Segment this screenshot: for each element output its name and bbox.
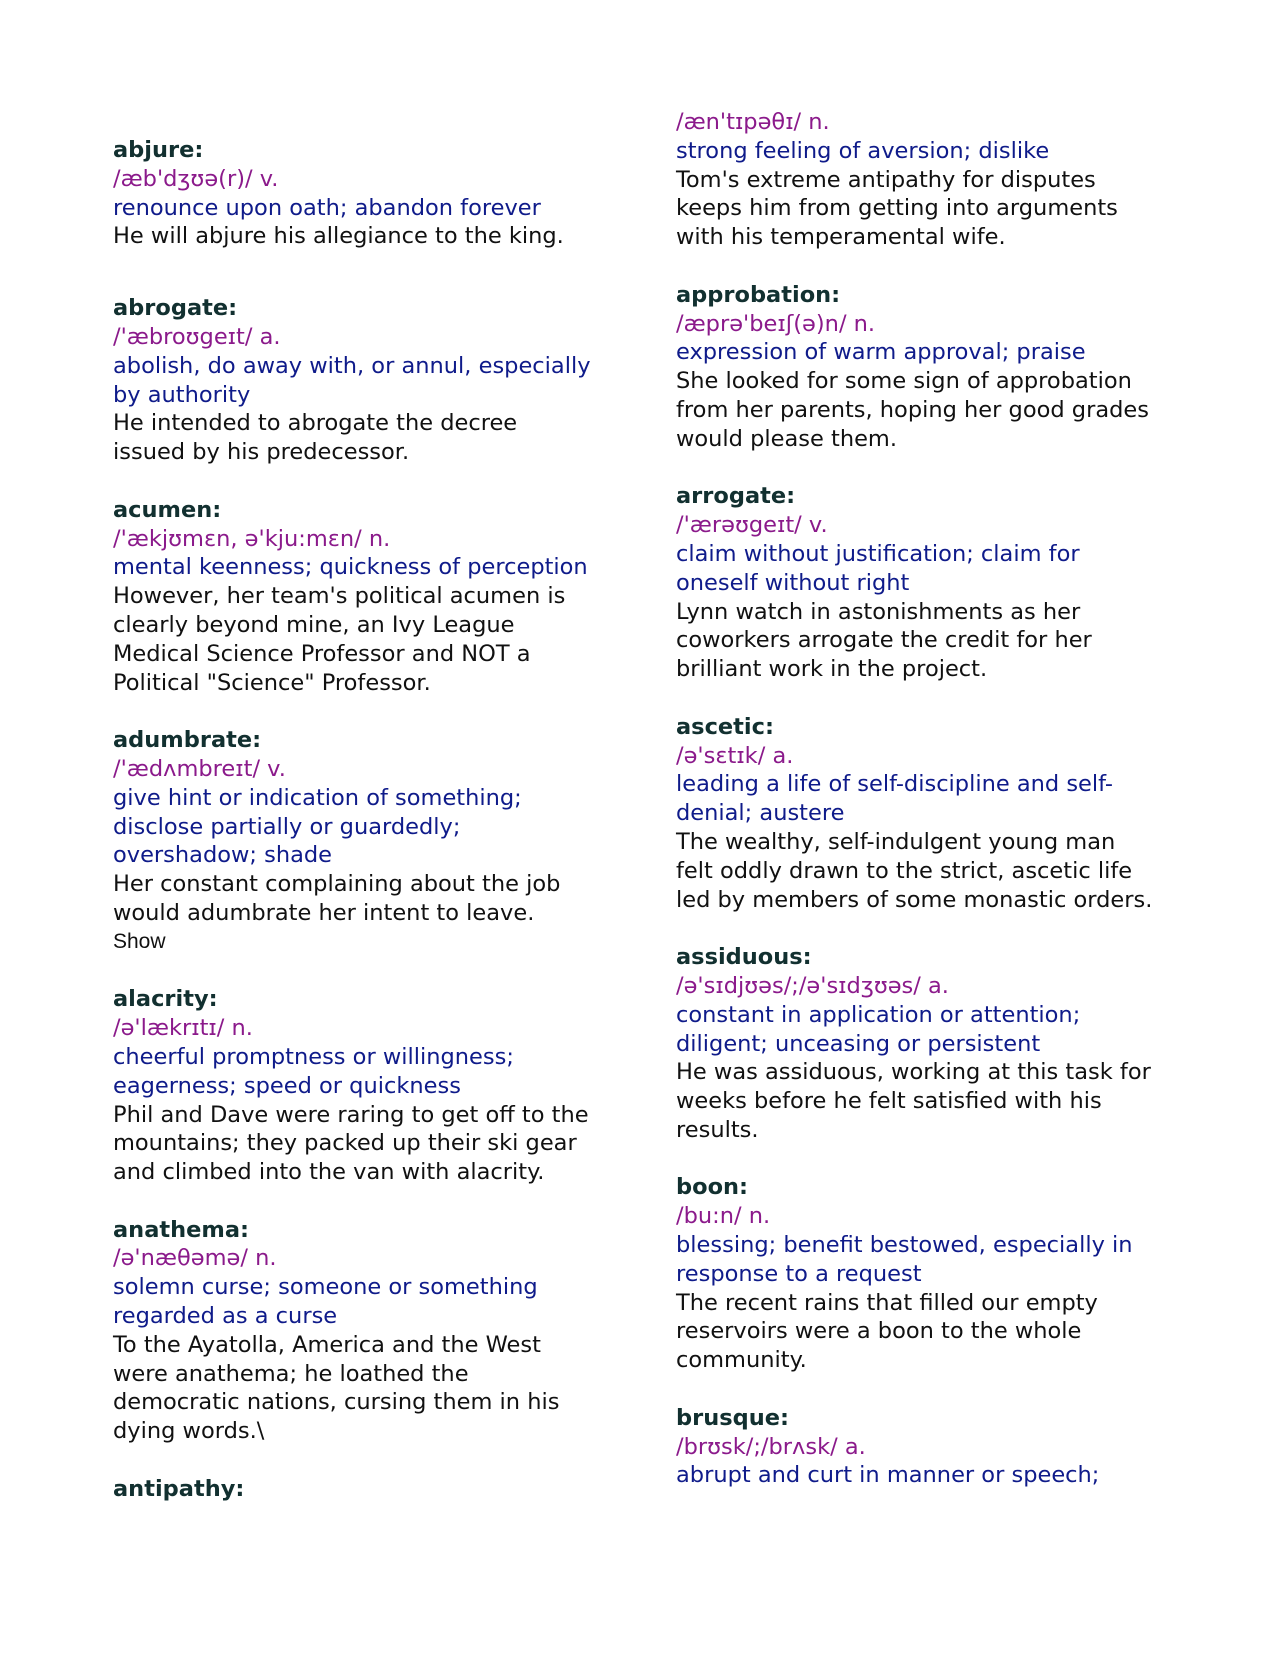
example-line: issued by his predecessor.: [113, 439, 410, 466]
definition-line: leading a life of self-discipline and self-: [676, 771, 1113, 798]
pronunciation: /bu:n/ n.: [676, 1203, 771, 1230]
definition-line: oneself without right: [676, 569, 910, 596]
pronunciation: /ə'lækrɪtɪ/ n.: [113, 1015, 253, 1042]
example-line: were anathema; he loathed the: [113, 1360, 469, 1387]
entry-arrogate: [676, 482, 1186, 684]
pronunciation: /æprə'beɪʃ(ə)n/ n.: [676, 310, 876, 337]
entry-acumen: [113, 496, 613, 698]
definition-line: constant in application or attention;: [676, 1001, 1081, 1028]
example-line: brilliant work in the project.: [676, 656, 988, 683]
example-line: Political "Science" Professor.: [113, 669, 431, 696]
example-line: Her constant complaining about the job: [113, 871, 561, 898]
entry-abrogate: [113, 294, 613, 467]
example-line: Tom's extreme antipathy for disputes: [676, 166, 1096, 193]
example-line: She looked for some sign of approbation: [676, 368, 1132, 395]
example-line: reservoirs were a boon to the whole: [676, 1318, 1082, 1345]
show-note: Show: [113, 929, 166, 953]
headword: boon:: [676, 1174, 749, 1201]
definition-line: expression of warm approval; praise: [676, 339, 1086, 366]
definition-line: mental keenness; quickness of perception: [113, 554, 588, 581]
example-line: would adumbrate her intent to leave.: [113, 899, 535, 926]
example-line: community.: [676, 1347, 807, 1374]
definition-line: overshadow; shade: [113, 842, 333, 869]
pronunciation: /'ækjʊmɛn, ə'kju:mɛn/ n.: [113, 525, 391, 552]
entry-ascetic: [676, 713, 1186, 915]
definition-line: solemn curse; someone or something: [113, 1274, 538, 1301]
example-line: Medical Science Professor and NOT a: [113, 640, 531, 667]
example-line: To the Ayatolla, America and the West: [113, 1331, 541, 1358]
example-line: Phil and Dave were raring to get off to the: [113, 1101, 589, 1128]
definition-line: strong feeling of aversion; dislike: [676, 137, 1050, 164]
definition-line: by authority: [113, 381, 251, 408]
example-line: weeks before he felt satisfied with his: [676, 1088, 1102, 1115]
definition-line: regarded as a curse: [113, 1303, 338, 1330]
definition-line: disclose partially or guardedly;: [113, 813, 461, 840]
example-line: mountains; they packed up their ski gear: [113, 1130, 577, 1157]
definition-line: claim without justification; claim for: [676, 540, 1080, 567]
pronunciation: /æn'tɪpəθɪ/ n.: [676, 109, 830, 135]
definition-line: abrupt and curt in manner or speech;: [676, 1462, 1100, 1489]
pronunciation: /æb'dʒʊə(r)/ v.: [113, 165, 279, 192]
pronunciation: /'ædʌmbreɪt/ v.: [113, 755, 286, 782]
example-line: coworkers arrogate the credit for her: [676, 627, 1092, 654]
pronunciation: /ə'sɛtɪk/ a.: [676, 742, 794, 769]
definition-line: denial; austere: [676, 800, 845, 827]
definition-line: renounce upon oath; abandon forever: [113, 194, 541, 221]
example-line: and climbed into the van with alacrity.: [113, 1159, 545, 1186]
example-line: led by members of some monastic orders.: [676, 886, 1153, 913]
headword: ascetic:: [676, 713, 774, 740]
definition-line: eagerness; speed or quickness: [113, 1072, 461, 1099]
headword: abrogate:: [113, 295, 238, 322]
pronunciation: /ə'sɪdjʊəs/;/ə'sɪdʒʊəs/ a.: [676, 972, 949, 999]
example-line: felt oddly drawn to the strict, ascetic life: [676, 857, 1133, 884]
pronunciation: /ə'næθəmə/ n.: [113, 1245, 277, 1272]
headword: abjure:: [113, 137, 204, 163]
entry-adumbrate: [113, 726, 613, 956]
headword: brusque:: [676, 1404, 789, 1431]
entry-approbation: [676, 281, 1186, 454]
example-line: with his temperamental wife.: [676, 224, 1006, 251]
example-line: dying words.\: [113, 1418, 265, 1445]
entry-assiduous: [676, 943, 1186, 1145]
example-line: from her parents, hoping her good grades: [676, 396, 1149, 423]
entry-antipathy-continued: [676, 108, 1186, 252]
entry-boon: [676, 1173, 1186, 1375]
definition-line: response to a request: [676, 1260, 922, 1287]
example-line: results.: [676, 1116, 759, 1143]
entry-antipathy: [113, 1475, 613, 1504]
headword: alacrity:: [113, 986, 218, 1013]
headword: approbation:: [676, 281, 841, 308]
headword: anathema:: [113, 1216, 250, 1243]
example-line: He will abjure his allegiance to the king.: [113, 223, 564, 250]
definition-line: give hint or indication of something;: [113, 784, 522, 811]
example-line: He was assiduous, working at this task for: [676, 1059, 1151, 1086]
example-line: The recent rains that filled our empty: [676, 1289, 1098, 1316]
example-line: democratic nations, cursing them in his: [113, 1389, 560, 1416]
entry-anathema: [113, 1216, 613, 1446]
headword: assiduous:: [676, 944, 812, 971]
definition-line: cheerful promptness or willingness;: [113, 1043, 514, 1070]
definition-line: blessing; benefit bestowed, especially in: [676, 1232, 1133, 1259]
definition-line: abolish, do away with, or annul, especially: [113, 352, 591, 379]
pronunciation: /brʊsk/;/brʌsk/ a.: [676, 1433, 866, 1460]
example-line: clearly beyond mine, an Ivy League: [113, 611, 515, 638]
entry-abjure: [113, 136, 613, 251]
example-line: The wealthy, self-indulgent young man: [676, 828, 1116, 855]
right-column: [676, 108, 1186, 1490]
left-column: [113, 136, 613, 1504]
headword: arrogate:: [676, 483, 796, 510]
definition-line: diligent; unceasing or persistent: [676, 1030, 1041, 1057]
example-line: would please them.: [676, 425, 897, 452]
headword: adumbrate:: [113, 727, 262, 754]
example-line: Lynn watch in astonishments as her: [676, 598, 1081, 625]
headword: antipathy:: [113, 1475, 245, 1502]
example-line: He intended to abrogate the decree: [113, 410, 518, 437]
example-line: However, her team's political acumen is: [113, 583, 566, 610]
example-line: keeps him from getting into arguments: [676, 195, 1118, 222]
entry-brusque: [676, 1404, 1186, 1490]
headword: acumen:: [113, 496, 222, 523]
entry-alacrity: [113, 985, 613, 1187]
pronunciation: /'ærəʊgeɪt/ v.: [676, 512, 828, 539]
pronunciation: /'æbroʊgeɪt/ a.: [113, 323, 281, 350]
